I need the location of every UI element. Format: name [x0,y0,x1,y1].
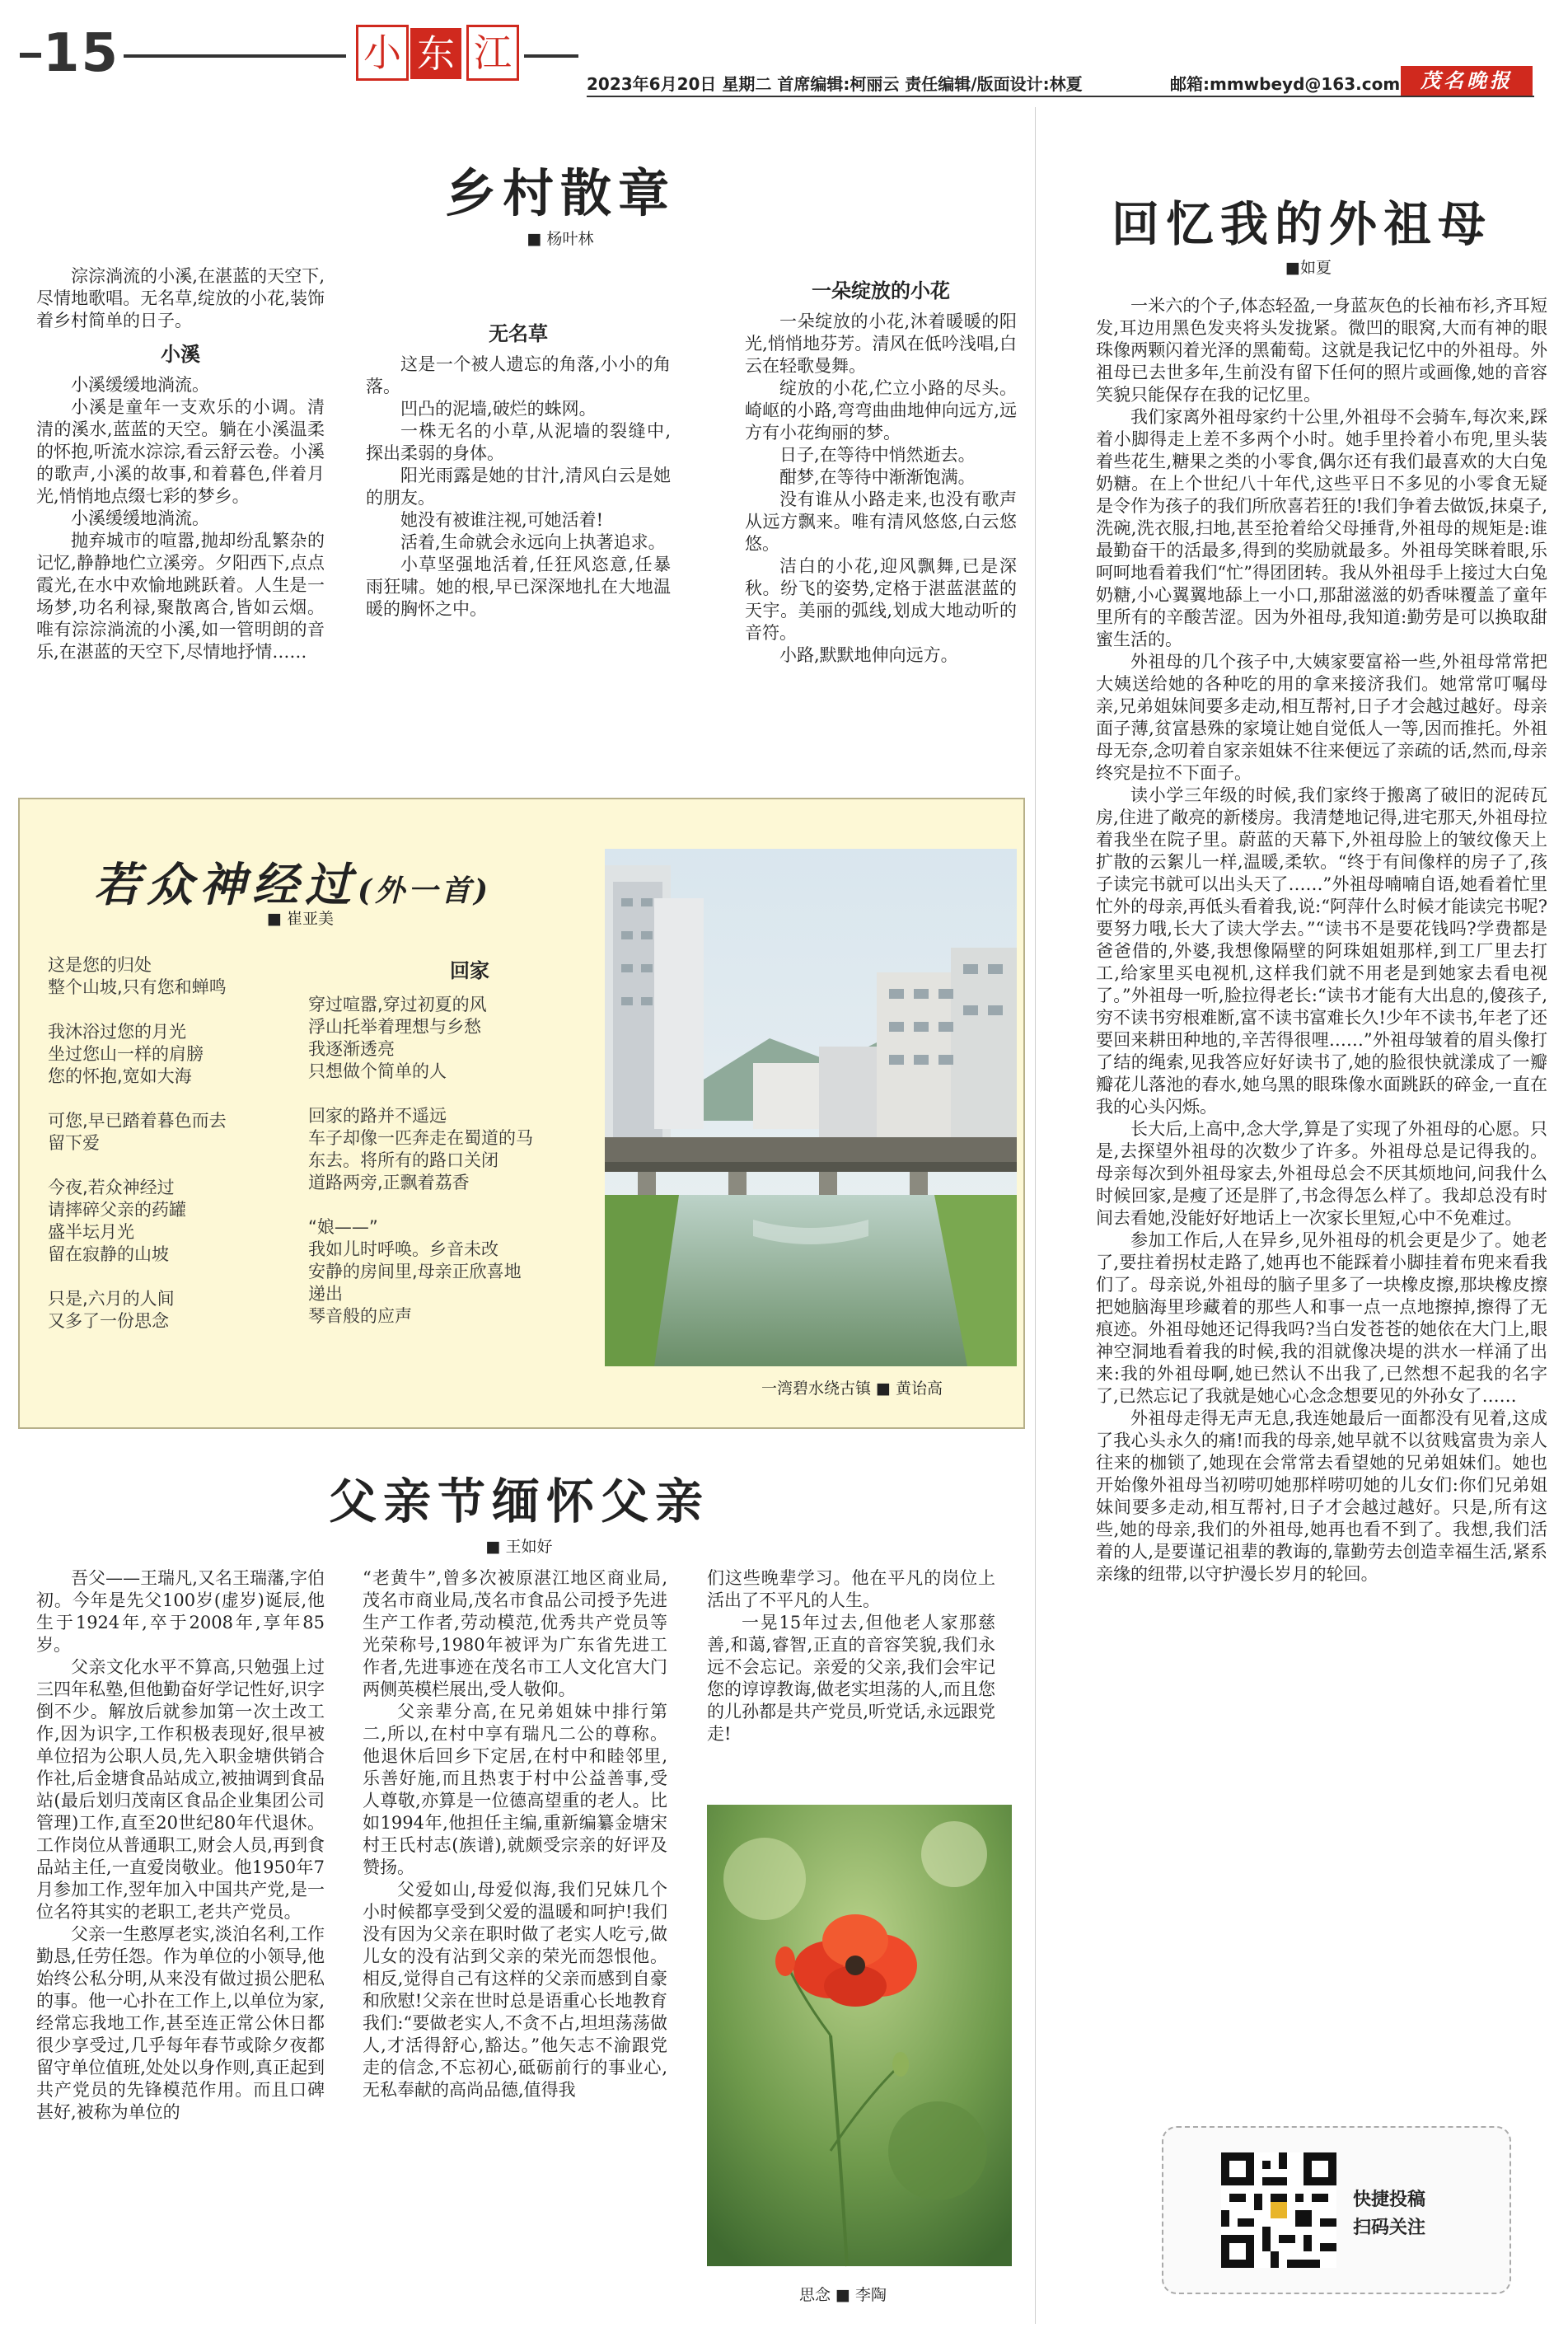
header-underline [587,96,1534,97]
header-rule-left [124,54,346,58]
article-title-father: 父亲节缅怀父亲 [328,1473,709,1529]
poem-line: 我如儿时呼唤。乡音未改 [308,1239,498,1259]
stanza-break [48,999,295,1021]
newspaper-logo: 茂名晚报 [1401,66,1533,96]
page-header [0,0,1568,99]
paragraph: 小草坚强地活着,任狂风恣意,任暴雨狂啸。她的根,早已深深地扎在大地温暖的胸怀之中。 [366,555,671,619]
paragraph: 外祖母的几个孩子中,大姨家要富裕一些,外祖母常常把大姨送给她的各种吃的用的拿来接济我们。她常常叮嘱母亲,兄弟姐妹间要多走动,相互帮衬,日子才会越过越好。母亲面子薄,贫富悬殊的家境让她自觉低人一等,因而推托。外祖母无奈,念叨着自家亲姐妹不往来便远了亲疏的话,然而,母亲终究是拉不下面子。 [1096,652,1547,783]
qr-code[interactable] [1221,2152,1336,2268]
poem-line: 这是您的归处 [48,955,152,975]
photo-caption-poppy: 思念 ■ 李陶 [799,2286,887,2304]
column-divider [1035,107,1036,2324]
paragraph: 父亲文化水平不算高,只勉强上过三四年私塾,但他勤奋好学记性好,识字倒不少。解放后就参加第一次土改工作,因为识字,工作积极表现好,很早被单位招为公职人员,先入职金塘供销合作社,后金塘食品站成立,被抽调到食品站(最后划归茂南区食品企业集团公司管理)工作,直至20世纪80年代退休。工作岗位从普通职工,财会人员,再到食品站主任,一直爱岗敬业。他1950年7月参加工作,翌年加入中国共产党,是一位名符其实的老职工,老共产党员。 [36,1657,325,1922]
poem-line: 又多了一份思念 [48,1311,169,1331]
paragraph: 参加工作后,人在异乡,见外祖母的机会更是少了。她老了,要拄着拐杖走路了,她再也不能踩着小脚挂着布兜来看我们了。母亲说,外祖母的脑子里多了一块橡皮擦,那块橡皮擦把她脑海里珍藏着的那些人和事一点一点地擦掉,擦得了无痕迹。外祖母她还记得我吗?当白发苍苍的她依在大门上,眼神空洞地看着我的时候,我的泪就像决堤的洪水一样涌了出来:我的外祖母啊,她已然认不出我了,已然想不起我的名字了,已然忘记了我就是她心心念念想要见的外孙女了…… [1096,1230,1547,1406]
rural-col3 [745,280,1017,667]
rural-intro: 淙淙淌流的小溪,在湛蓝的天空下,尽情地歌唱。无名草,绽放的小花,装饰着乡村简单的日子。 [36,266,325,330]
paragraph: 小路,默默地伸向远方。 [779,645,958,665]
grandma-body [1096,295,1547,2050]
author-grandma: ■如夏 [1285,259,1332,277]
article-title-grandma: 回忆我的外祖母 [1111,196,1492,252]
author-father: ■ 王如好 [485,1538,553,1556]
poppy-photo [707,1805,1012,2266]
stanza-break [48,1155,295,1177]
poem-line: 递出 [308,1284,343,1304]
poem-line: “娘——” [308,1217,378,1237]
page-number-dash [20,53,41,58]
father-col1 [36,1567,325,2293]
paragraph: 小溪缓缓地淌流。 [71,508,209,528]
poem-line: 留在寂静的山坡 [48,1244,169,1264]
rural-col1 [36,265,325,662]
paragraph: 酣梦,在等待中渐渐饱满。 [779,467,976,487]
stanza-break [48,1266,295,1288]
poem-line: 整个山坡,只有您和蝉鸣 [48,977,227,997]
poem-line: 可您,早已踏着暮色而去 [48,1111,227,1131]
poem-line: 盛半坛月光 [48,1222,134,1242]
header-info: 2023年6月20日 星期二 首席编辑:柯丽云 责任编辑/版面设计:林夏 [587,74,1083,94]
photo-caption-canal: 一湾碧水绕古镇 ■ 黄诒高 [761,1379,943,1398]
qr-line-2: 扫码关注 [1353,2218,1426,2238]
subheading-flower: 一朵绽放的小花 [812,279,950,302]
paragraph: 她没有被谁注视,可她活着! [400,510,604,530]
paragraph: 阳光雨露是她的甘汁,清风白云是她的朋友。 [366,466,671,508]
qr-box [1162,2126,1511,2294]
poem-line: 今夜,若众神经过 [48,1178,175,1197]
poem-title: 若众神经过 [94,858,358,912]
poem-line: 东去。将所有的路口关闭 [308,1150,498,1170]
poem-line: 道路两旁,正飘着荔香 [308,1173,470,1192]
paragraph: 我们家离外祖母家约十公里,外祖母不会骑车,每次来,踩着小脚得走上差不多两个小时。她手里拎着小布兜,里头装着些花生,糖果之类的小零食,偶尔还有我们最喜欢的大白兔奶糖。在上个世纪八十年代,这些平日不多见的小零食无疑是令作为孩子的我们所欣喜若狂的!我们争着去做饭,抹桌子,洗碗,洗衣服,扫地,甚至抢着给父母捶背,外祖母的规矩是:谁最勤奋干的活最多,得到的奖励就最多。外祖母笑眯着眼,乐呵呵地看着我们“忙”得团团转。我从外祖母手上接过大白兔奶糖,小心翼翼地舔上一小口,那甜滋滋的奶香味覆盖了童年里所有的辛酸苦涩。因为外祖母,我知道:勤劳是可以换取甜蜜生活的。 [1096,407,1547,649]
father-col2 [363,1567,667,2293]
paragraph: 一株无名的小草,从泥墙的裂缝中,探出柔弱的身体。 [366,421,671,463]
father-col3 [707,1567,995,1765]
canal-town-photo [605,849,1017,1366]
section-char-1: 小 [356,25,409,81]
poem-line: 只想做个简单的人 [308,1061,447,1081]
paragraph: 父亲一生憨厚老实,淡泊名利,工作勤恳,任劳任怨。作为单位的小领导,他始终公私分明,从来没有做过损公肥私的事。他一心扑在工作上,以单位为家,经常忘我地工作,甚至连正常公休日都很少享受过,几乎每年春节或除夕夜都留守单位值班,处处以身作则,真正起到共产党员的先锋模范作用。而且口碑甚好,被称为单位的 [36,1924,325,2122]
poem-box-title [94,849,491,915]
paragraph: 绽放的小花,伫立小路的尽头。崎岖的小路,弯弯曲曲地伸向远方,远方有小花绚丽的梦。 [745,378,1017,443]
poem-line: 只是,六月的人间 [48,1289,175,1309]
author-rural: ■ 杨叶林 [527,230,594,248]
paragraph: “老黄牛”,曾多次被原湛江地区商业局,茂名市商业局,茂名市食品公司授予先进生产工作者,劳动模范,优秀共产党员等光荣称号,1980年被评为广东省先进工作者,先进事迹在茂名市工人文化宫大门两侧英模栏展出,受人敬仰。 [363,1568,667,1699]
poem-line: 坐过您山一样的肩膀 [48,1044,204,1064]
paragraph: 长大后,上高中,念大学,算是了实现了外祖母的心愿。只是,去探望外祖母的次数少了许多。外祖母总是记得我的。母亲每次到外祖母家去,外祖母总会不厌其烦地问,问我什么时候回家,是瘦了还是胖了,书念得怎么样了。我却总没有时间去看她,没能好好地话上一次家长里短,心中不免难过。 [1096,1119,1547,1228]
paragraph: 们这些晚辈学习。他在平凡的岗位上活出了不平凡的人生。 [707,1568,995,1610]
rural-col2 [366,265,671,621]
paragraph: 没有谁从小路走来,也没有歌声从远方飘来。唯有清风悠悠,白云悠悠。 [745,489,1017,554]
article-title-rural: 乡村散章 [444,163,676,223]
header-email: 邮箱:mmwbeyd@163.com [1170,74,1401,94]
poem-line: 请摔碎父亲的药罐 [48,1200,186,1220]
qr-line-1: 快捷投稿 [1353,2190,1426,2210]
poem-line: 浮山托举着理想与乡愁 [308,1017,481,1037]
paragraph: 父爱如山,母爱似海,我们兄妹几个小时候都享受到父爱的温暖和呵护!我们没有因为父亲在职时做了老实人吃亏,做儿女的没有沾到父亲的荣光而怨恨他。相反,觉得自己有这样的父亲而感到自豪和欣慰!父亲在世时总是语重心长地教育我们:“要做老实人,不贪不占,坦坦荡荡做人,才活得舒心,豁达。”他矢志不渝跟党走的信念,不忘初心,砥砺前行的事业心,无私奉献的高尚品德,值得我 [363,1880,667,2100]
paragraph: 凹凸的泥墙,破烂的蛛网。 [400,399,597,419]
paragraph: 一晃15年过去,但他老人家那慈善,和蔼,睿智,正直的音容笑貌,我们永远不会忘记。亲爱的父亲,我们会牢记您的谆谆教诲,做老实坦荡的人,而且您的儿孙都是共产党员,听党话,永远跟党走! [707,1613,995,1744]
paragraph: 日子,在等待中悄然逝去。 [779,445,976,465]
stanza-break [308,1083,621,1105]
paragraph: 小溪缓缓地淌流。 [71,375,209,395]
poem-line: 琴音般的应声 [308,1306,412,1326]
paragraph: 活着,生命就会永远向上执著追求。 [400,532,666,552]
poem-box [18,798,1025,1429]
paragraph: 外祖母走得无声无息,我连她最后一面都没有见着,这成了我心头永久的痛!而我的母亲,她早就不以贫贱富贵为亲人往来的枷锁了,她现在会常常去看望她的兄弟姐妹们。她也开始像外祖母当初唠叨她那样唠叨她的儿女们:你们兄弟姐妹间要多走动,相互帮衬,日子才会越过越好。只是,所有这些,她的母亲,我们的外祖母,她再也看不到了。我想,我们活着的人,是要谨记祖辈的教诲的,靠勤劳去创造幸福生活,紧系亲缘的纽带,以守护漫长岁月的轮回。 [1096,1408,1547,1584]
poem-line: 我逐渐透亮 [308,1039,395,1059]
paragraph: 这是一个被人遗忘的角落,小小的角落。 [366,354,671,396]
paragraph: 父亲辈分高,在兄弟姐妹中排行第二,所以,在村中享有瑞凡二公的尊称。他退休后回乡下定居,在村中和睦邻里,乐善好施,而且热衷于村中公益善事,受人尊敬,亦算是一位德高望重的老人。比如1994年,他担任主编,重新编纂金塘宋村王氏村志(族谱),就颇受宗亲的好评及赞扬。 [363,1702,667,1877]
paragraph: 一米六的个子,体态轻盈,一身蓝灰色的长袖布衫,齐耳短发,耳边用黑色发夹将头发拢紧。微凹的眼窝,大而有神的眼珠像两颗闪着光泽的黑葡萄。这就是我记忆中的外祖母。外祖母已去世多年,生前没有留下任何的照片或画像,她的音容笑貌只能保存在我的记忆里。 [1096,296,1547,405]
paragraph: 小溪是童年一支欢乐的小调。清清的溪水,蓝蓝的天空。躺在小溪温柔的怀抱,听流水淙淙,看云舒云卷。小溪的歌声,小溪的故事,和着暮色,伴着月光,悄悄地点缀七彩的梦乡。 [36,397,325,506]
poem-title-suffix: (外一首) [358,874,492,908]
poem-2 [308,994,621,1328]
poem-line: 回家的路并不遥远 [308,1106,447,1126]
poem-line: 穿过喧嚣,穿过初夏的风 [308,995,487,1014]
poem-line: 您的怀抱,宽如大海 [48,1066,192,1086]
paragraph: 一朵绽放的小花,沐着暖暖的阳光,悄悄地芬芳。清风在低吟浅唱,白云在轻歌曼舞。 [745,311,1017,376]
page-number: 15 [43,23,120,84]
poem2-title: 回家 [450,959,489,982]
stanza-break [48,1088,295,1110]
poem-1 [48,954,295,1333]
poem-line: 我沐浴过您的月光 [48,1022,186,1042]
header-rule-right [524,54,578,58]
paragraph: 吾父——王瑞凡,又名王瑞藩,字伯初。今年是先父100岁(虚岁)诞辰,他生于1924年,卒于2008年,享年85岁。 [36,1568,325,1655]
paragraph: 抛弃城市的喧嚣,抛却纷乱繁杂的记忆,静静地伫立溪旁。夕阳西下,点点霞光,在水中欢愉地跳跃着。人生是一场梦,功名利禄,聚散离合,皆如云烟。唯有淙淙淌流的小溪,如一管明朗的音乐,在湛蓝的天空下,尽情地抒情…… [36,531,325,662]
subheading-stream: 小溪 [161,343,200,366]
section-char-2: 东 [410,28,461,79]
stanza-break [308,1194,621,1216]
poem-author: ■ 崔亚美 [267,910,334,928]
paragraph: 洁白的小花,迎风飘舞,已是深秋。纷飞的姿势,定格于湛蓝湛蓝的天宇。美丽的弧线,划成大地动听的音符。 [745,556,1017,643]
poem-line: 安静的房间里,母亲正欣喜地 [308,1262,522,1281]
poem-line: 留下爱 [48,1133,100,1153]
section-char-3: 江 [466,25,519,81]
paragraph: 读小学三年级的时候,我们家终于搬离了破旧的泥砖瓦房,住进了敞亮的新楼房。我清楚地记得,进宅那天,外祖母拉着我坐在院子里。蔚蓝的天幕下,外祖母脸上的皱纹像天上扩散的云絮儿一样,温暖,柔软。“终于有间像样的房子了,孩子读完书就可以出头天了……”外祖母喃喃自语,她看着忙里忙外的母亲,再低头看着我,说:“阿萍什么时候才能读完书呢?要努力哦,长大了读大学去。”“读书不是要花钱吗?学费都是爸爸借的,外婆,我想像隔壁的阿珠姐姐那样,到工厂里去打工,给家里买电视机,这样我们就不用老是到她家去看电视了。”外祖母一听,脸拉得老长:“读书才能有大出息的,傻孩子,穷不读书穷根难断,富不读书富难长久!少年不读书,年老了还要回来耕田种地的,辛苦得很哩……”外祖母皱着的眉头像打了结的绳索,见我答应好好读书了,她的脸很快就漾成了一瓣瓣花儿落池的春水,她乌黑的眼珠像水面跳跃的碎金,一直在我的心头闪烁。 [1096,785,1547,1117]
poem-line: 车子却像一匹奔走在蜀道的马 [308,1128,533,1148]
subheading-grass: 无名草 [489,322,548,345]
